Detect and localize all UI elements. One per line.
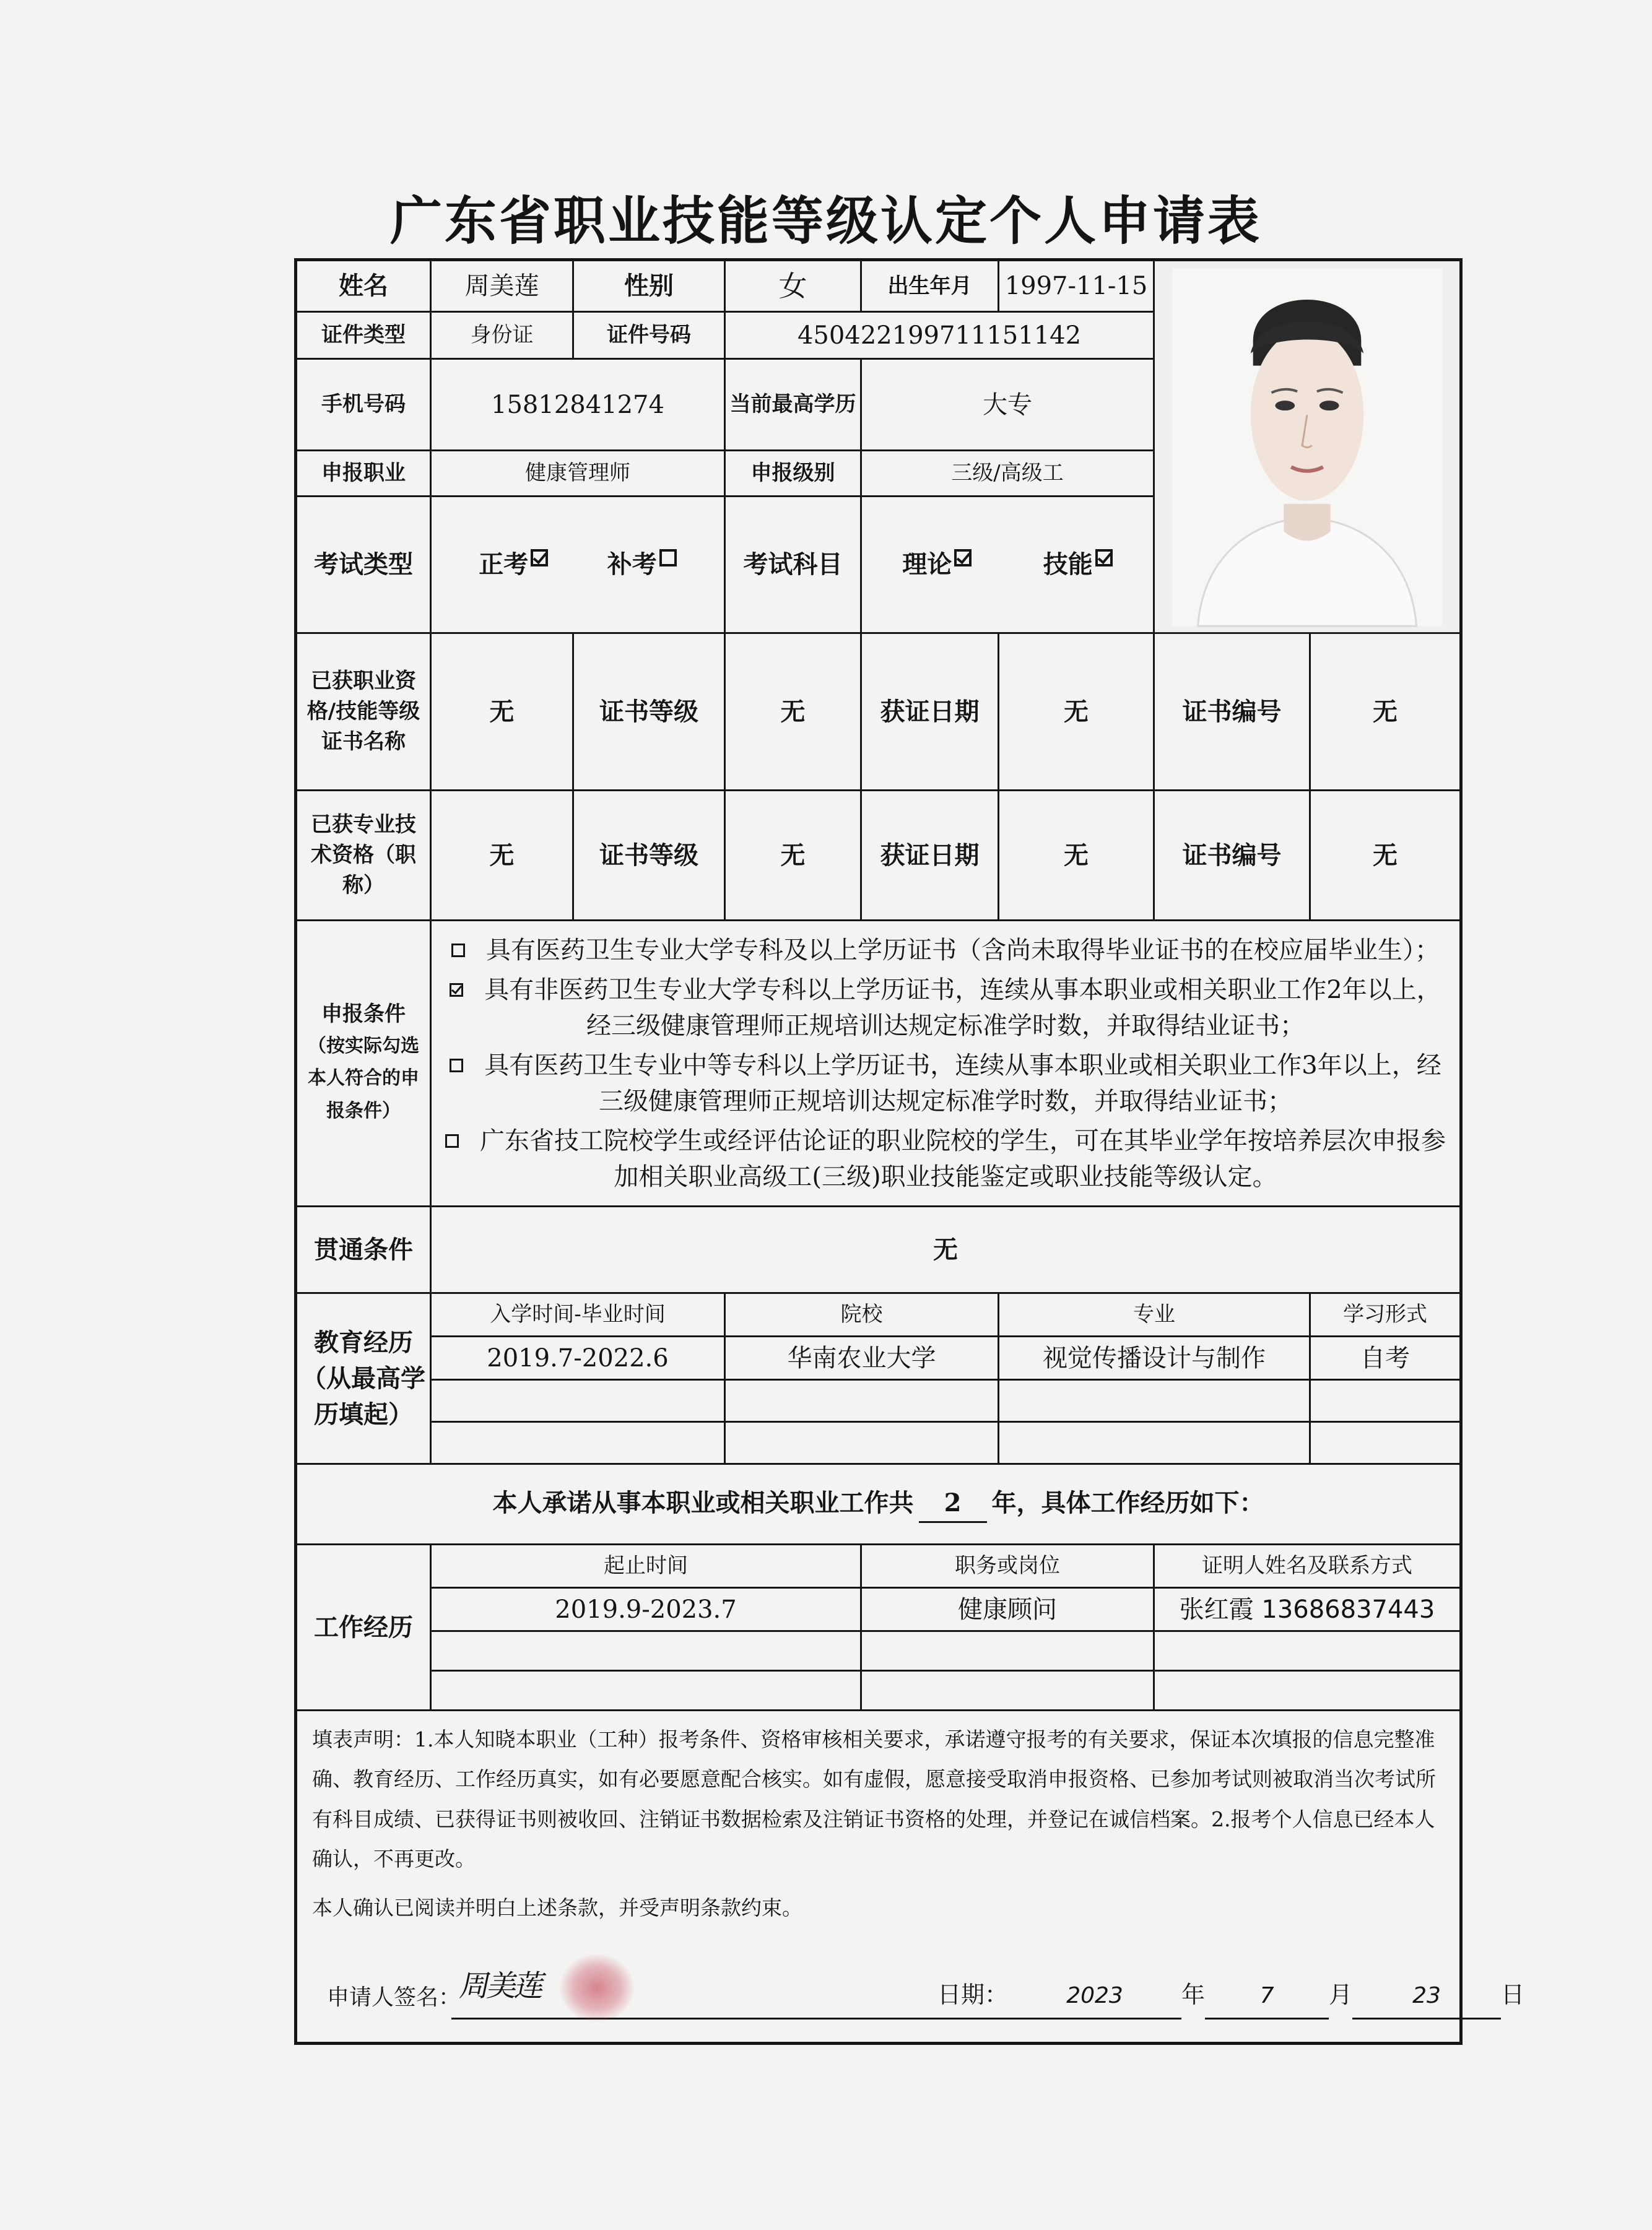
table-row xyxy=(296,1337,1461,1380)
work-history-label: 工作经历 xyxy=(296,1545,431,1711)
name-value[interactable]: 周美莲 xyxy=(431,260,573,312)
work-reference[interactable]: 张红霞 13686837443 xyxy=(1154,1588,1461,1631)
date-year[interactable]: 2023 xyxy=(1008,1974,1181,2020)
id-no-label: 证件号码 xyxy=(573,312,725,359)
work-position[interactable]: 健康顾问 xyxy=(861,1588,1154,1631)
promise-years[interactable]: 2 xyxy=(919,1485,987,1523)
edu-header-period: 入学时间-毕业时间 xyxy=(431,1293,725,1337)
qual-cert-date[interactable]: 无 xyxy=(999,633,1154,791)
condition-2-text: 具有非医药卫生专业大学专科以上学历证书，连续从事本职业或相关职业工作2年以上，经三级健康管理师正规培训达规定标准学时数，并取得结业证书； xyxy=(484,975,1441,1040)
level-label: 申报级别 xyxy=(725,450,861,496)
exam-type-regular: 正考 xyxy=(479,549,529,579)
declaration-text: 填表声明：1.本人知晓本职业（工种）报考条件、资格审核相关要求，承诺遵守报考的有关要求，保证本次填报的信息完整准确、教育经历、工作经历真实，如有必要愿意配合核实。如有虚假，愿意接受取消申报资格、已参加考试则被取消当次考试所有科目成绩、已获得证书则被收回、注销证书数据检索及注销证书资格的处理，并登记在诚信档案。2.报考个人信息已经本人确认，不再更改。 xyxy=(312,1727,1436,1872)
tech-cert-name[interactable]: 无 xyxy=(431,791,573,921)
condition-item xyxy=(444,932,1447,968)
applicant-photo xyxy=(1155,261,1459,632)
name-label: 姓名 xyxy=(296,260,431,312)
condition-1-checkbox[interactable] xyxy=(451,944,465,957)
exam-subject-theory-checkbox[interactable] xyxy=(954,549,972,566)
edu-major[interactable]: 视觉传播设计与制作 xyxy=(999,1337,1310,1380)
signature-row xyxy=(312,1928,1525,2033)
declaration-cell xyxy=(296,1711,1525,2044)
condition-item xyxy=(444,1123,1447,1195)
work-position[interactable] xyxy=(861,1631,1154,1671)
qual-cert-level[interactable]: 无 xyxy=(725,633,861,791)
level-value[interactable]: 三级/高级工 xyxy=(861,450,1154,496)
work-reference[interactable] xyxy=(1154,1631,1461,1671)
table-row xyxy=(296,1588,1461,1631)
date-day[interactable]: 23 xyxy=(1352,1974,1501,2020)
id-no-value[interactable]: 450422199711151142 xyxy=(725,312,1154,359)
gender-label: 性别 xyxy=(573,260,725,312)
occupation-value[interactable]: 健康管理师 xyxy=(431,450,725,496)
date-day-unit: 日 xyxy=(1501,1981,1525,2008)
edu-school[interactable] xyxy=(725,1422,999,1464)
condition-item xyxy=(444,972,1447,1044)
work-period[interactable] xyxy=(431,1631,861,1671)
edu-period[interactable]: 2019.7-2022.6 xyxy=(431,1337,725,1380)
through-label: 贯通条件 xyxy=(296,1207,431,1293)
date-year-unit: 年 xyxy=(1181,1981,1206,2008)
qual-cert-no-label: 证书编号 xyxy=(1154,633,1310,791)
condition-3-text: 具有医药卫生专业中等专科以上学历证书，连续从事本职业或相关职业工作3年以上，经三级健康管理师正规培训达规定标准学时数，并取得结业证书； xyxy=(484,1051,1441,1116)
date-month[interactable]: 7 xyxy=(1205,1974,1329,2020)
edu-mode[interactable]: 自考 xyxy=(1310,1337,1461,1380)
qual-cert-name[interactable]: 无 xyxy=(431,633,573,791)
exam-type-retake: 补考 xyxy=(607,549,657,579)
table-row xyxy=(296,1671,1461,1711)
conditions-list xyxy=(431,921,1461,1207)
qual-cert-date-label: 获证日期 xyxy=(861,633,999,791)
exam-subject-options xyxy=(861,496,1154,633)
declaration-confirm: 本人确认已阅读并明白上述条款，并受声明条款约束。 xyxy=(312,1895,802,1920)
exam-type-label: 考试类型 xyxy=(296,496,431,633)
phone-value[interactable]: 15812841274 xyxy=(431,359,725,451)
edu-history-label: 教育经历（从最高学历填起） xyxy=(296,1293,431,1464)
edu-school[interactable] xyxy=(725,1380,999,1422)
work-reference[interactable] xyxy=(1154,1671,1461,1711)
condition-1-text: 具有医药卫生专业大学专科及以上学历证书（含尚未取得毕业证书的在校应届毕业生）； xyxy=(486,935,1440,965)
qual-cert-label: 已获职业资格/技能等级证书名称 xyxy=(296,633,431,791)
edu-mode[interactable] xyxy=(1310,1380,1461,1422)
work-period[interactable] xyxy=(431,1671,861,1711)
tech-cert-no[interactable]: 无 xyxy=(1310,791,1461,921)
exam-type-retake-checkbox[interactable] xyxy=(659,549,677,566)
exam-subject-skill: 技能 xyxy=(1043,549,1093,579)
edu-major[interactable] xyxy=(999,1422,1310,1464)
table-row xyxy=(296,1380,1461,1422)
edu-header-mode: 学习形式 xyxy=(1310,1293,1461,1337)
work-header-period: 起止时间 xyxy=(431,1545,861,1588)
conditions-label-cell xyxy=(296,921,431,1207)
conditions-note: （按实际勾选本人符合的申报条件） xyxy=(308,1035,419,1122)
tech-cert-level-label: 证书等级 xyxy=(573,791,725,921)
signature: 周美莲 xyxy=(457,1969,547,2004)
form-title: 广东省职业技能等级认定个人申请表 xyxy=(389,190,1262,251)
edu-period[interactable] xyxy=(431,1380,725,1422)
tech-cert-level[interactable]: 无 xyxy=(725,791,861,921)
exam-subject-label: 考试科目 xyxy=(725,496,861,633)
exam-type-regular-checkbox[interactable] xyxy=(531,549,548,566)
id-type-value[interactable]: 身份证 xyxy=(431,312,573,359)
qual-cert-level-label: 证书等级 xyxy=(573,633,725,791)
work-header-reference: 证明人姓名及联系方式 xyxy=(1154,1545,1461,1588)
photo-cell xyxy=(1154,260,1461,633)
table-row xyxy=(296,1631,1461,1671)
exam-type-options xyxy=(431,496,725,633)
work-header-position: 职务或岗位 xyxy=(861,1545,1154,1588)
condition-4-checkbox[interactable] xyxy=(445,1134,459,1148)
education-value[interactable]: 大专 xyxy=(861,359,1154,451)
condition-3-checkbox[interactable] xyxy=(450,1059,463,1072)
birth-label: 出生年月 xyxy=(861,260,999,312)
exam-subject-theory: 理论 xyxy=(902,549,952,579)
id-type-label: 证件类型 xyxy=(296,312,431,359)
occupation-label: 申报职业 xyxy=(296,450,431,496)
tech-cert-no-label: 证书编号 xyxy=(1154,791,1310,921)
qual-cert-no[interactable]: 无 xyxy=(1310,633,1461,791)
promise-after: 年，具体工作经历如下： xyxy=(991,1488,1264,1518)
tech-cert-date[interactable]: 无 xyxy=(999,791,1154,921)
edu-header-school: 院校 xyxy=(725,1293,999,1337)
table-row xyxy=(296,1422,1461,1464)
edu-period[interactable] xyxy=(431,1422,725,1464)
condition-2-checkbox[interactable] xyxy=(450,983,463,997)
edu-header-major: 专业 xyxy=(999,1293,1310,1337)
work-position[interactable] xyxy=(861,1671,1154,1711)
condition-item xyxy=(444,1048,1447,1119)
birth-value[interactable]: 1997-11-15 xyxy=(999,260,1154,312)
signature-label: 申请人签名： xyxy=(327,1984,461,2010)
edu-school[interactable]: 华南农业大学 xyxy=(725,1337,999,1380)
edu-mode[interactable] xyxy=(1310,1422,1461,1464)
application-form xyxy=(294,258,1525,2045)
phone-label: 手机号码 xyxy=(296,359,431,451)
exam-subject-skill-checkbox[interactable] xyxy=(1095,549,1113,566)
work-promise xyxy=(296,1464,1461,1545)
date-month-unit: 月 xyxy=(1329,1981,1353,2008)
promise-before: 本人承诺从事本职业或相关职业工作共 xyxy=(492,1488,914,1518)
date-label: 日期： xyxy=(937,1981,1009,2008)
fingerprint-stamp xyxy=(560,1954,634,2022)
work-period[interactable]: 2019.9-2023.7 xyxy=(431,1588,861,1631)
date-block xyxy=(937,1972,1524,2020)
education-label: 当前最高学历 xyxy=(725,359,861,451)
edu-major[interactable] xyxy=(999,1380,1310,1422)
tech-cert-date-label: 获证日期 xyxy=(861,791,999,921)
gender-value[interactable]: 女 xyxy=(725,260,861,312)
conditions-title: 申报条件 xyxy=(321,1002,406,1027)
through-value[interactable]: 无 xyxy=(431,1207,1461,1293)
tech-cert-label: 已获专业技术资格（职称） xyxy=(296,791,431,921)
condition-4-text: 广东省技工院校学生或经评估论证的职业院校的学生，可在其毕业学年按培养层次申报参加相关职业高级工(三级)职业技能鉴定或职业技能等级认定。 xyxy=(480,1126,1446,1191)
